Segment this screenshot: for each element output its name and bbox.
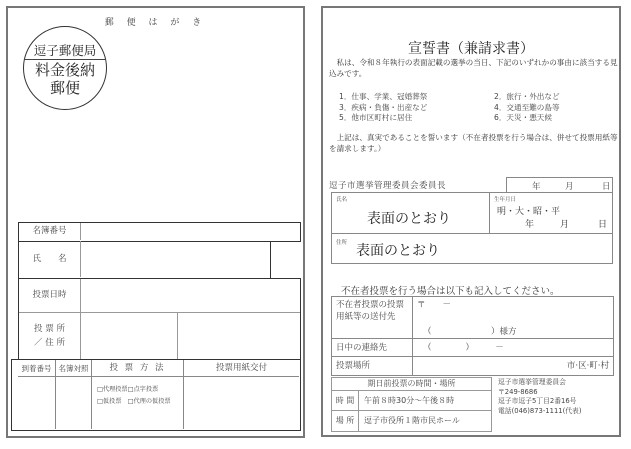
absentee-note: 不在者投票を行う場合は以下も記入してください。 xyxy=(341,286,560,297)
arrival-number-col: 到着番号 xyxy=(18,360,56,429)
postcard-front xyxy=(6,6,305,438)
register-number-row xyxy=(18,222,301,242)
polling-place-label: 投票場所 xyxy=(332,357,413,375)
reason-6: 6．天災・悪天候 xyxy=(494,113,552,122)
early-voting-time: 午前８時30分～午後８時 xyxy=(359,391,491,411)
addressee: 逗子市選挙管理委員会委員長 xyxy=(329,181,447,191)
register-check-col: 名簿対照 xyxy=(56,360,92,429)
vote-method-option-1[interactable]: □代理投票□点字投票 xyxy=(97,386,159,393)
oath-form xyxy=(321,6,621,437)
address-field[interactable] xyxy=(178,312,299,359)
polling-place-field[interactable] xyxy=(81,312,178,359)
reason-2: 2．旅行・外出など xyxy=(494,92,560,101)
stamp-line1: 料金後納 xyxy=(34,61,95,79)
register-number-label: 名簿番号 xyxy=(19,223,81,240)
birth-year: 年 xyxy=(525,220,535,230)
vote-datetime-row xyxy=(18,278,301,313)
contact-address: 逗子市逗子5丁目2番16号 xyxy=(498,397,577,405)
address-value: 表面のとおり xyxy=(356,243,440,259)
absentee-table xyxy=(331,296,614,376)
daytime-contact-field[interactable]: （ ） － xyxy=(413,339,613,357)
send-to-label: 不在者投票の投票用紙等の送付先 xyxy=(332,297,413,339)
name-field[interactable] xyxy=(81,241,269,277)
polling-place-label-1: 投 票 所 xyxy=(34,324,65,334)
register-number-field[interactable] xyxy=(81,223,299,240)
processing-table xyxy=(18,359,301,431)
era-options: 明・大・昭・平 xyxy=(497,207,561,217)
processing-table-edge xyxy=(11,359,19,431)
contact-postal: 〒249-8686 xyxy=(498,387,538,396)
stamp-line2: 郵便 xyxy=(49,79,80,97)
oath-intro: 私は、令和８年執行の表面記載の選挙の当日、下記のいずれかの事由に該当する見込みです。 xyxy=(329,58,618,78)
contact-phone: 電話(046)873-1111(代表) xyxy=(498,406,582,415)
ballot-issued-header: 投票用紙交付 xyxy=(215,363,267,373)
care-of: （ ）様方 xyxy=(423,327,517,337)
reason-3: 3．疾病・負傷・出産など xyxy=(339,102,428,112)
polling-place-label xyxy=(19,312,81,359)
contact-org: 逗子市選挙管理委員会 xyxy=(498,378,566,386)
personal-info-box xyxy=(331,192,613,264)
name-label: 氏 名 xyxy=(19,241,81,277)
vote-datetime-label: 投票日時 xyxy=(19,279,81,312)
reasons-list xyxy=(339,92,609,124)
birthdate-cell[interactable] xyxy=(490,193,612,234)
birth-month: 月 xyxy=(560,220,570,230)
oath-title: 宣誓書（兼請求書） xyxy=(408,41,534,57)
address-cell[interactable] xyxy=(332,234,612,263)
name-cell[interactable] xyxy=(332,193,490,234)
stamp-text xyxy=(24,61,106,97)
vote-method-options xyxy=(92,377,183,408)
polling-place-row xyxy=(18,312,301,359)
daytime-contact-label: 日中の連絡先 xyxy=(332,339,413,357)
send-to-field[interactable] xyxy=(413,297,613,339)
declaration-text: 上記は、真実であることを誓います（不在者投票を行う場合は、併せて投票用紙等を請求します。） xyxy=(329,133,618,153)
polling-place-label-2: ／ 住 所 xyxy=(34,338,65,348)
postage-stamp-circle xyxy=(23,26,107,110)
vote-method-option-2[interactable]: □仮投票 □代理の仮投票 xyxy=(97,398,171,405)
birthdate-label: 生年月日 xyxy=(494,197,517,203)
polling-place-field[interactable]: 市·区·町·村 xyxy=(566,361,609,371)
address-label: 住所 xyxy=(336,240,348,246)
registration-form xyxy=(18,222,301,367)
vote-method-header: 投 票 方 法 xyxy=(109,363,166,373)
date-month: 月 xyxy=(565,182,574,192)
date-year: 年 xyxy=(532,182,541,192)
stamp-office: 逗子郵便局 xyxy=(33,43,97,58)
postal-mark: 〒 － xyxy=(417,300,452,310)
early-voting-header: 期日前投票の時間・場所 xyxy=(332,378,491,391)
early-voting-time-label: 時 間 xyxy=(332,391,359,411)
reason-4: 4．交通至難の島等 xyxy=(494,102,560,112)
early-voting-box xyxy=(331,377,492,432)
early-voting-place: 逗子市役所１階市民ホール xyxy=(364,416,460,425)
vote-datetime-field[interactable] xyxy=(81,279,299,312)
postcard-title: 郵 便 は が き xyxy=(104,18,207,28)
birth-day: 日 xyxy=(598,220,608,230)
reason-1: 1．仕事、学業、冠婚葬祭 xyxy=(339,92,428,101)
reason-5: 5．他市区町村に居住 xyxy=(339,113,413,122)
date-day: 日 xyxy=(602,182,611,192)
early-voting-place-label: 場 所 xyxy=(332,411,359,431)
name-label: 氏名 xyxy=(336,197,348,203)
stamp-divider xyxy=(24,59,106,60)
date-field[interactable] xyxy=(506,177,613,193)
name-row xyxy=(18,241,271,279)
vote-method-col xyxy=(92,360,184,429)
name-value: 表面のとおり xyxy=(367,211,451,227)
contact-info xyxy=(498,378,582,416)
